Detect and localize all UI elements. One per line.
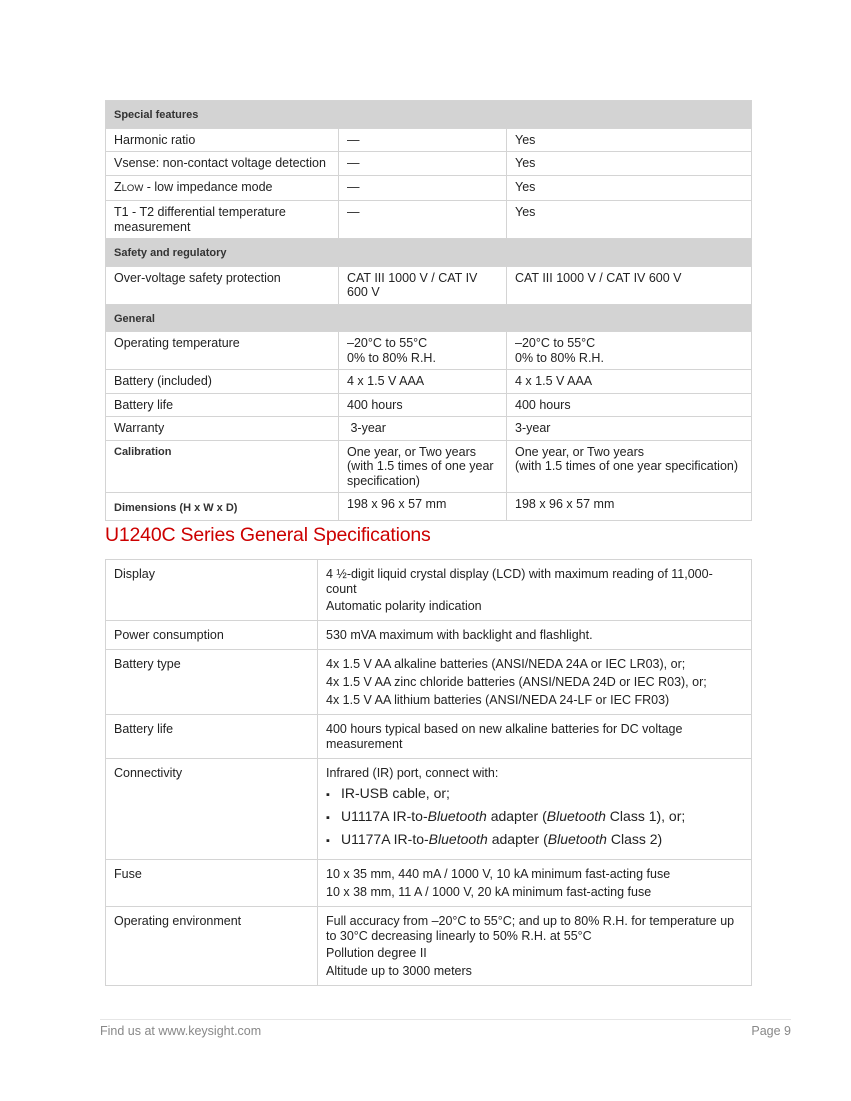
- cell-line: –20°C to 55°C: [515, 336, 596, 350]
- bullet-icon: ▪: [326, 789, 330, 801]
- cell-value: [339, 332, 507, 370]
- cell-line: (with 1.5 times of one year specification): [347, 459, 494, 488]
- cell-value: [318, 650, 752, 715]
- list-item-text: Class 2): [606, 831, 663, 847]
- list-item-text: adapter (: [487, 831, 548, 847]
- table-row: [106, 201, 752, 239]
- cell-line: 0% to 80% R.H.: [347, 350, 436, 365]
- cell-line: 530 mVA maximum with backlight and flashlight.: [326, 628, 593, 642]
- row-label: Fuse: [106, 860, 318, 907]
- row-label: Battery life: [106, 393, 339, 417]
- cell-line: 10 x 35 mm, 440 mA / 1000 V, 10 kA minimum fast-acting fuse: [326, 867, 671, 881]
- cell-line: Full accuracy from –20°C to 55°C; and up to 80% R.H. for temperature up to 30°C decreasing linearly to 50% R.H. at 55°C: [326, 914, 735, 943]
- row-label: Operating temperature: [106, 332, 339, 370]
- cell-value: —: [339, 128, 507, 152]
- row-label: Harmonic ratio: [106, 128, 339, 152]
- row-label: Battery (included): [106, 370, 339, 394]
- cell-value: [318, 560, 752, 621]
- cell-value: —: [339, 201, 507, 239]
- row-label: Warranty: [106, 417, 339, 441]
- label-subscript: LOW: [121, 182, 144, 194]
- cell-line: One year, or Two years: [515, 444, 644, 459]
- cell-value: Yes: [507, 201, 752, 239]
- cell-value: [318, 715, 752, 759]
- cell-value: —: [339, 152, 507, 176]
- footer-divider: [100, 1019, 791, 1020]
- features-spec-table: [105, 100, 752, 521]
- row-label: [106, 175, 339, 201]
- table-row: [106, 393, 752, 417]
- cell-line: 4 ½-digit liquid crystal display (LCD) with maximum reading of 11,000-count: [326, 567, 713, 596]
- table-row: [106, 417, 752, 441]
- list-item-italic: Bluetooth: [546, 808, 606, 824]
- label-main: Z: [114, 179, 122, 194]
- cell-value: [318, 759, 752, 860]
- row-label: Calibration: [106, 440, 339, 493]
- table-row: [106, 440, 752, 493]
- table-row: [106, 759, 752, 860]
- cell-line: One year, or Two years: [347, 444, 476, 459]
- row-label: Battery type: [106, 650, 318, 715]
- row-label: Operating environment: [106, 907, 318, 986]
- list-item-text: U1177A IR-to-: [341, 831, 429, 847]
- list-item-italic: Bluetooth: [547, 831, 607, 847]
- cell-value: 198 x 96 x 57 mm: [339, 493, 507, 521]
- general-spec-table: [105, 559, 752, 986]
- label-rest: - low impedance mode: [143, 179, 273, 194]
- cell-value: 3-year: [339, 417, 507, 441]
- row-label: Vsense: non-contact voltage detection: [106, 152, 339, 176]
- cell-value: 400 hours: [339, 393, 507, 417]
- cell-line: 0% to 80% R.H.: [515, 350, 604, 365]
- table-row: [106, 266, 752, 304]
- cell-value: 4 x 1.5 V AAA: [507, 370, 752, 394]
- table-row: [106, 560, 752, 621]
- table-row: [106, 370, 752, 394]
- table-row: [106, 175, 752, 201]
- row-label: Battery life: [106, 715, 318, 759]
- cell-line: –20°C to 55°C: [347, 336, 428, 350]
- cell-value: —: [339, 175, 507, 201]
- cell-value: Yes: [507, 175, 752, 201]
- cell-value: [339, 440, 507, 493]
- table-row: [106, 650, 752, 715]
- table-row: [106, 621, 752, 650]
- cell-value: Yes: [507, 128, 752, 152]
- cell-value: [318, 621, 752, 650]
- cell-value: CAT III 1000 V / CAT IV 600 V: [339, 266, 507, 304]
- table-row: [106, 493, 752, 521]
- list-item-text: Class 1), or;: [605, 808, 686, 824]
- cell-value: 198 x 96 x 57 mm: [507, 493, 752, 521]
- footer-website[interactable]: Find us at www.keysight.com: [100, 1024, 262, 1038]
- cell-line: (with 1.5 times of one year specification): [515, 459, 739, 473]
- cell-line: Automatic polarity indication: [326, 599, 482, 613]
- cell-value: [318, 860, 752, 907]
- cell-value: Yes: [507, 152, 752, 176]
- table-row: [106, 332, 752, 370]
- table-row: [106, 128, 752, 152]
- row-label: Over-voltage safety protection: [106, 266, 339, 304]
- row-label: Display: [106, 560, 318, 621]
- list-item: [326, 783, 743, 806]
- row-label: Power consumption: [106, 621, 318, 650]
- page-number: Page 9: [751, 1024, 791, 1038]
- cell-line: Pollution degree II: [326, 946, 427, 960]
- section-header-special-features: [106, 101, 752, 129]
- cell-value: [507, 332, 752, 370]
- cell-value: 4 x 1.5 V AAA: [339, 370, 507, 394]
- cell-value: [318, 907, 752, 986]
- table-row: [106, 860, 752, 907]
- section-title: Safety and regulatory: [106, 239, 752, 267]
- list-item: [326, 806, 743, 829]
- row-label: Connectivity: [106, 759, 318, 860]
- cell-value: 3-year: [507, 417, 752, 441]
- bullet-icon: ▪: [326, 835, 330, 847]
- connectivity-list: [326, 783, 743, 852]
- list-item-text: IR-USB cable, or;: [341, 785, 450, 801]
- cell-line: Altitude up to 3000 meters: [326, 964, 472, 978]
- section-header-safety: [106, 239, 752, 267]
- cell-value: 400 hours: [507, 393, 752, 417]
- cell-value: [507, 440, 752, 493]
- list-item-text: U1117A IR-to-: [341, 808, 428, 824]
- cell-line: 400 hours typical based on new alkaline batteries for DC voltage measurement: [326, 722, 683, 751]
- table-row: [106, 907, 752, 986]
- bullet-icon: ▪: [326, 812, 330, 824]
- cell-line: 4x 1.5 V AA zinc chloride batteries (ANSI/NEDA 24D or IEC R03), or;: [326, 675, 707, 689]
- section-title: Special features: [106, 101, 752, 129]
- cell-value: CAT III 1000 V / CAT IV 600 V: [507, 266, 752, 304]
- row-label: Dimensions (H x W x D): [106, 493, 339, 521]
- section-header-general: [106, 304, 752, 332]
- table-row: [106, 152, 752, 176]
- list-item-italic: Bluetooth: [428, 831, 488, 847]
- cell-line: 4x 1.5 V AA alkaline batteries (ANSI/NEDA 24A or IEC LR03), or;: [326, 657, 686, 671]
- table-row: [106, 715, 752, 759]
- cell-line: Infrared (IR) port, connect with:: [326, 766, 499, 780]
- row-label: T1 - T2 differential temperature measurement: [106, 201, 339, 239]
- cell-line: 10 x 38 mm, 11 A / 1000 V, 20 kA minimum fast-acting fuse: [326, 885, 652, 899]
- list-item-italic: Bluetooth: [427, 808, 487, 824]
- cell-line: 4x 1.5 V AA lithium batteries (ANSI/NEDA 24-LF or IEC FR03): [326, 693, 670, 707]
- section-title: General: [106, 304, 752, 332]
- list-item-text: adapter (: [486, 808, 547, 824]
- list-item: [326, 829, 743, 852]
- section-heading: U1240C Series General Specifications: [105, 524, 431, 546]
